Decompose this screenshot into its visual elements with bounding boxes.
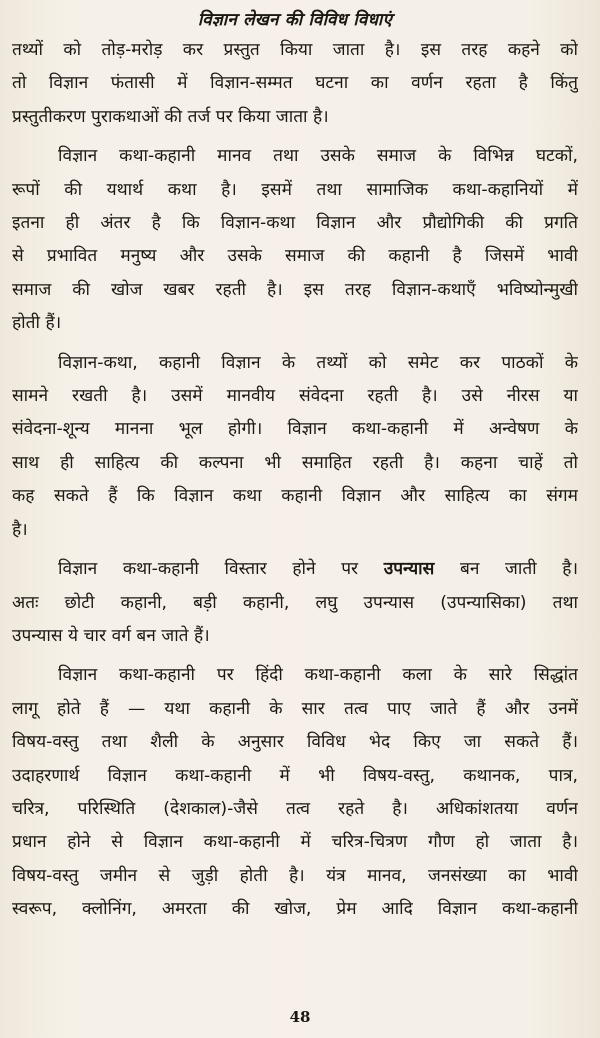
text-line: विज्ञान कथा-कहानी मानव तथा उसके समाज के विभिन्न घटकों, — [58, 146, 578, 167]
text-segment: विज्ञान कथा-कहानी विस्तार होने पर — [58, 559, 359, 580]
text-line: से प्रभावित मनुष्य और उसके समाज की कहानी है जिसमें भावी — [12, 246, 578, 267]
text-line: विषय-वस्तु तथा शैली के अनुसार विविध भेद किए जा सकते हैं। — [12, 732, 578, 753]
text-line: साथ ही साहित्य की कल्पना भी समाहित रहती है। कहना चाहें तो — [12, 452, 578, 473]
paragraph-2 — [12, 140, 578, 340]
text-line: लागू होते हैं — यथा कहानी के सार तत्व पाए जाते हैं और उनमें — [12, 698, 578, 719]
text-line: विज्ञान-कथा, कहानी विज्ञान के तथ्यों को समेट कर पाठकों के — [58, 352, 578, 373]
text-line: संवेदना-शून्य मानना भूल होगी। विज्ञान कथा-कहानी में अन्वेषण के — [12, 419, 578, 440]
text-line: प्रधान होने से विज्ञान कथा-कहानी में चरित्र-चित्रण गौण हो जाता है। — [12, 832, 578, 853]
paragraph-1 — [12, 34, 578, 134]
text-line: विषय-वस्तु जमीन से जुड़ी होती है। यंत्र मानव, जनसंख्या का भावी — [12, 865, 578, 886]
text-line: रूपों की यथार्थ कथा है। इसमें तथा सामाजिक कथा-कहानियों में — [12, 179, 578, 200]
text-line — [12, 553, 578, 586]
text-line: तो विज्ञान फंतासी में विज्ञान-सम्मत घटना का वर्णन रहता है किंतु — [12, 73, 578, 94]
text-line: प्रस्तुतीकरण पुराकथाओं की तर्ज पर किया जाता है। — [12, 106, 329, 127]
page-number: 48 — [289, 1008, 311, 1026]
text-line: चरित्र, परिस्थिति (देशकाल)-जैसे तत्व रहते है। अधिकांशतया वर्णन — [12, 798, 578, 819]
page-body — [12, 34, 578, 927]
paragraph-5 — [12, 659, 578, 926]
text-line: होती हैं। — [12, 313, 62, 334]
text-line: इतना ही अंतर है कि विज्ञान-कथा विज्ञान और प्रौद्योगिकी की प्रगति — [12, 213, 578, 234]
running-header: विज्ञान लेखन की विविध विधाएं — [197, 10, 393, 30]
paragraph-4 — [12, 553, 578, 653]
text-line: अतः छोटी कहानी, बड़ी कहानी, लघु उपन्यास (उपन्यासिका) तथा — [12, 592, 578, 613]
text-segment: बन जाती है। — [459, 559, 578, 580]
text-line: समाज की खोज खबर रहती है। इस तरह विज्ञान-कथाएँ भविष्योन्मुखी — [12, 279, 578, 300]
paragraph-3 — [12, 347, 578, 547]
text-line: उदाहरणार्थ विज्ञान कथा-कहानी में भी विषय-वस्तु, कथानक, पात्र, — [12, 765, 578, 786]
text-line: तथ्यों को तोड़-मरोड़ कर प्रस्तुत किया जाता है। इस तरह कहने को — [12, 40, 578, 60]
text-line: विज्ञान कथा-कहानी पर हिंदी कथा-कहानी कला के सारे सिद्धांत — [58, 665, 578, 686]
bold-term: उपन्यास — [383, 559, 435, 580]
text-line: सामने रखती है। उसमें मानवीय संवेदना रहती है। उसे नीरस या — [12, 386, 578, 407]
text-line: है। — [12, 519, 28, 540]
text-line: उपन्यास ये चार वर्ग बन जाते हैं। — [12, 625, 210, 646]
text-line: स्वरूप, क्लोनिंग, अमरता की खोज, प्रेम आदि विज्ञान कथा-कहानी — [12, 899, 578, 920]
text-line: कह सकते हैं कि विज्ञान कथा कहानी विज्ञान और साहित्य का संगम — [12, 486, 578, 507]
